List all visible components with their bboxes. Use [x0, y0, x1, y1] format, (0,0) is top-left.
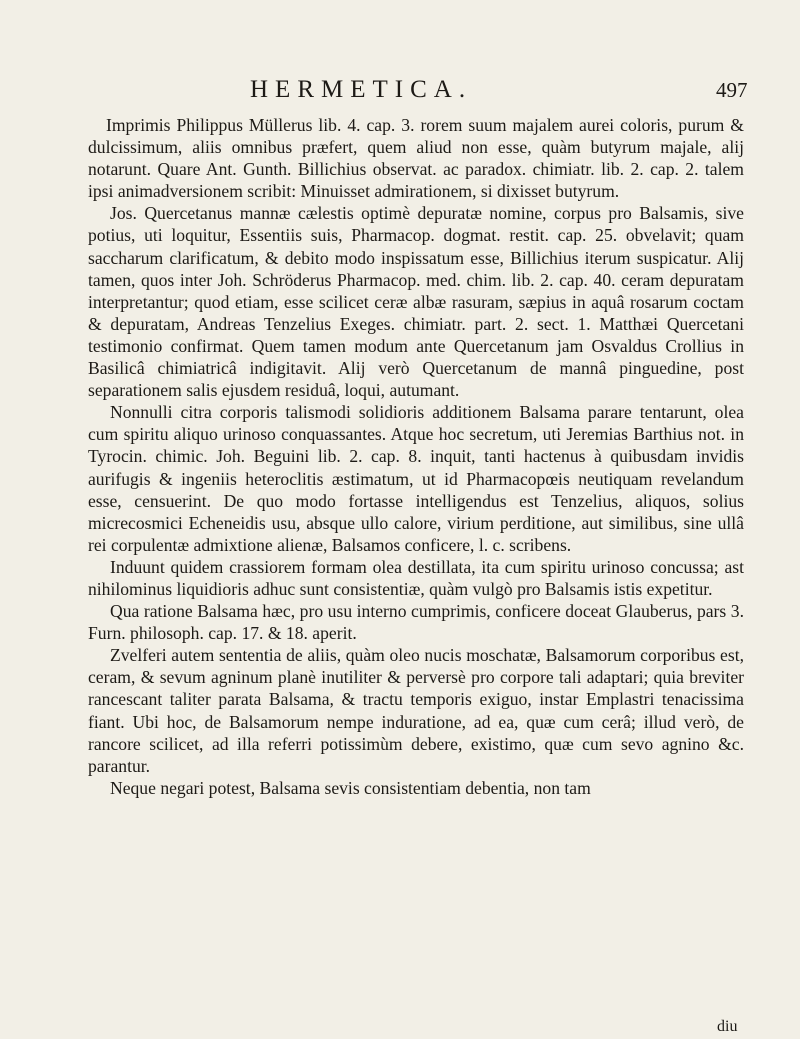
- paragraph-quercetanus: Jos. Quercetanus mannæ cælestis optimè depuratæ nomine, corpus pro Balsamis, sive potius, uti loquitur, Essentiis suis, Pharmacop. dogmat. restit. cap. 25. obvelavit; quam saccharum clarificatum, & debito modo inspissatum esse, Billichius iterum suspicatur. Alij tamen, quos inter Joh. Schröderus Pharmacop. med. chim. lib. 2. cap. 40. ceram depuratam interpretantur; quod etiam, esse scilicet ceræ albæ rasuram, sæpius in aquâ rosarum coctam & depuratam, Andreas Tenzelius Exeges. chimiatr. part. 2. sect. 1. Matthæi Quercetani testimonio confirmat. Quem tamen modum ante Quercetanum jam Osvaldus Crollius in Basilicâ chimiatricâ indigitavit. Alij verò Quercetanum de mannâ pinguedine, post separationem salis ejusdem residuâ, loqui, autumant.: [88, 203, 744, 401]
- paragraph-mullerus: Imprimis Philippus Müllerus lib. 4. cap. 3. rorem suum majalem aurei coloris, purum & dulcissimum, aliis omnibus præfert, quem aliud non esse, quàm butyrum majale, alij notarunt. Quare Ant. Gunth. Billichius observat. ac paradox. chimiatr. lib. 2. cap. 2. talem ipsi animadversionem scribit: Minuisset admirationem, si dixisset butyrum.: [88, 115, 744, 202]
- paragraph-glauberus: Qua ratione Balsama hæc, pro usu interno cumprimis, conficere doceat Glauberus, pars 3. Furn. philosoph. cap. 17. & 18. aperit.: [88, 601, 744, 644]
- running-head: [0, 76, 800, 110]
- page-number: 497: [716, 78, 748, 102]
- catchword: diu: [717, 1018, 738, 1035]
- paragraph-neque: Neque negari potest, Balsama sevis consistentiam debentia, non tam: [110, 777, 591, 798]
- paragraph-zvelferi: Zvelferi autem sententia de aliis, quàm oleo nucis moschatæ, Balsamorum corporibus est, ceram, & sevum agninum planè inutiliter & perversè pro corpore tali adaptari; quia breviter rancescant taliter parata Balsama, & tractu temporis exiguo, instar Emplastri tenacissima fiant. Ubi hoc, de Balsamorum nempe induratione, ad ea, quæ cum cerâ; illud verò, de rancore scilicet, ad illa referri potissimùm debere, existimo, quæ cum sevo agnino &c. parantur.: [88, 645, 744, 776]
- paragraph-nonnulli: Nonnulli citra corporis talismodi solidioris additionem Balsama parare tentarunt, olea cum spiritu aliquo urinoso conquassantes. Atque hoc secretum, uti Jeremias Barthius not. in Tyrocin. chimic. Joh. Beguini lib. 2. cap. 8. inquit, tanti hactenus à quibusdam invidis aurifugis & ingeniis heteroclitis æstimatum, ut id Pharmacopœis neutiquam revelandum esse, censuerint. De quo modo fortasse intelligendus est Tenzelius, aliquos, solius micrecosmici Echeneidis usu, absque ullo calore, virium perditione, aut similibus, sine ullâ rei corpulentæ admixtione alienæ, Balsamos conficere, l. c. scribens.: [88, 402, 744, 555]
- body-text: [88, 114, 744, 799]
- paragraph-induunt: Induunt quidem crassiorem formam olea destillata, ita cum spiritu urinoso concussa; ast nihilominus liquidioris adhuc sunt consistentiæ, quàm vulgò pro Balsamis istis expetitur.: [88, 556, 744, 599]
- running-head-title: HERMETICA.: [250, 76, 473, 103]
